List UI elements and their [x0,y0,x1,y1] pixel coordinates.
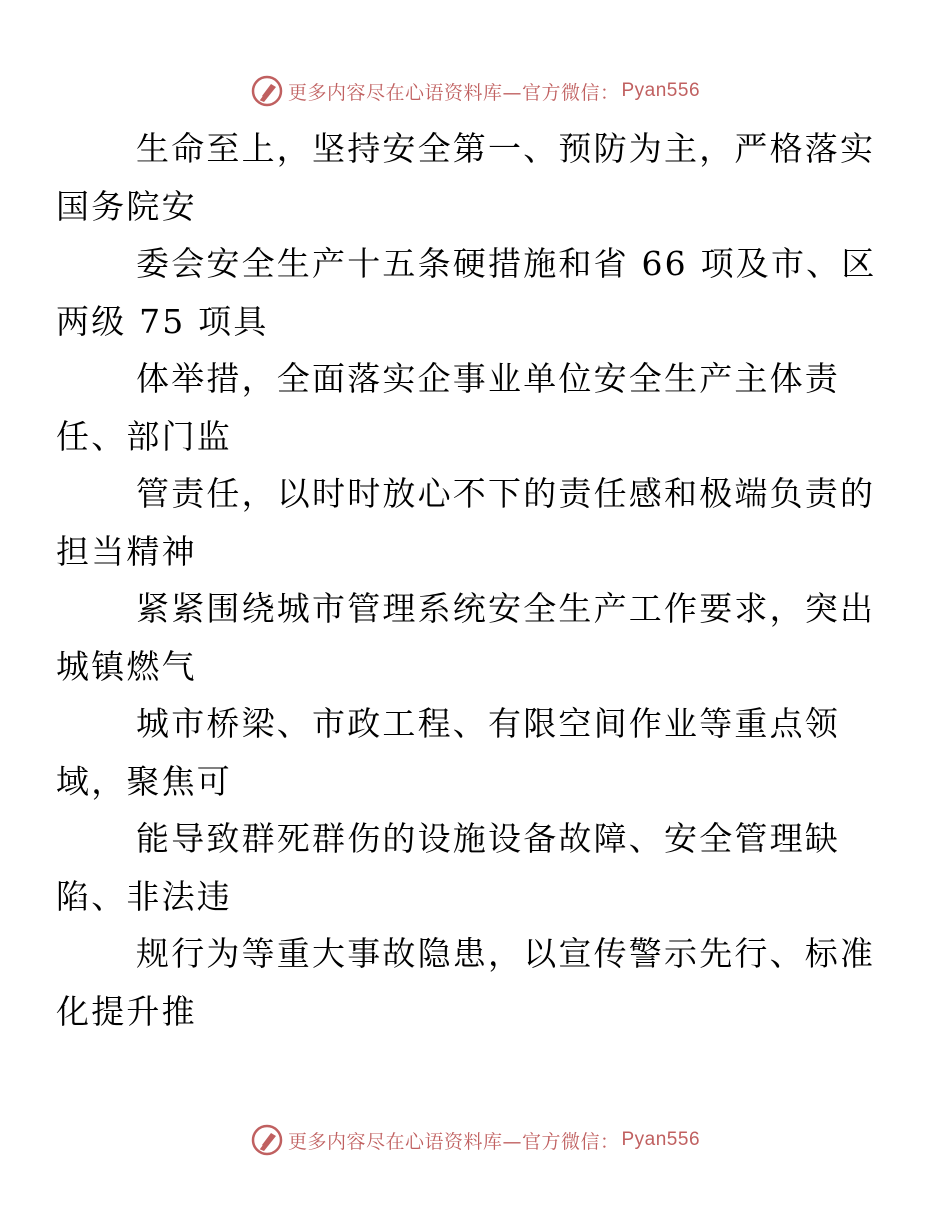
footer-watermark [0,1120,950,1160]
paragraph [56,580,876,695]
paragraph-line: 城市桥梁、市政工程、有限空间作业等重点领 [136,704,840,743]
paragraph-line: 委会安全生产十五条硬措施和省 66 项及市、区 [136,244,877,283]
paragraph-line: 生命至上，坚持安全第一、预防为主，严格落实 [136,129,876,168]
paragraph-line: 规行为等重大事故隐患，以宣传警示先行、标准 [136,934,876,973]
paragraph [56,925,876,1040]
paragraph-line: 两级 75 项具 [56,301,269,341]
paragraph [56,350,856,465]
paragraph-line: 紧紧围绕城市管理系统安全生产工作要求，突出 [136,589,876,628]
paragraph [56,465,876,580]
pen-nib-logo-icon [250,74,284,108]
paragraph-line: 国务院安 [56,186,197,226]
paragraph [56,120,876,235]
watermark-label: 更多内容尽在心语资料库—官方微信： [287,81,620,104]
document-body [56,120,877,1040]
paragraph [56,695,856,810]
paragraph-line: 任、部门监 [56,416,232,456]
watermark-wechat-id: Pyan556 [621,80,701,101]
watermark-label: 更多内容尽在心语资料库—官方微信： [287,1130,620,1153]
paragraph-line: 体举措，全面落实企事业单位安全生产主体责 [136,359,840,398]
watermark-wechat-id: Pyan556 [621,1129,701,1150]
pen-nib-logo-icon [250,1123,284,1157]
paragraph-line: 担当精神 [56,531,197,571]
paragraph-line: 陷、非法违 [56,876,232,916]
header-watermark [0,71,950,111]
paragraph-line: 能导致群死群伤的设施设备故障、安全管理缺 [136,819,840,858]
paragraph [56,810,856,925]
paragraph-line: 城镇燃气 [56,646,197,686]
paragraph-line: 管责任，以时时放心不下的责任感和极端负责的 [136,474,876,513]
paragraph-line: 域，聚焦可 [56,761,232,801]
paragraph-line: 化提升推 [56,991,197,1031]
paragraph [56,235,877,350]
